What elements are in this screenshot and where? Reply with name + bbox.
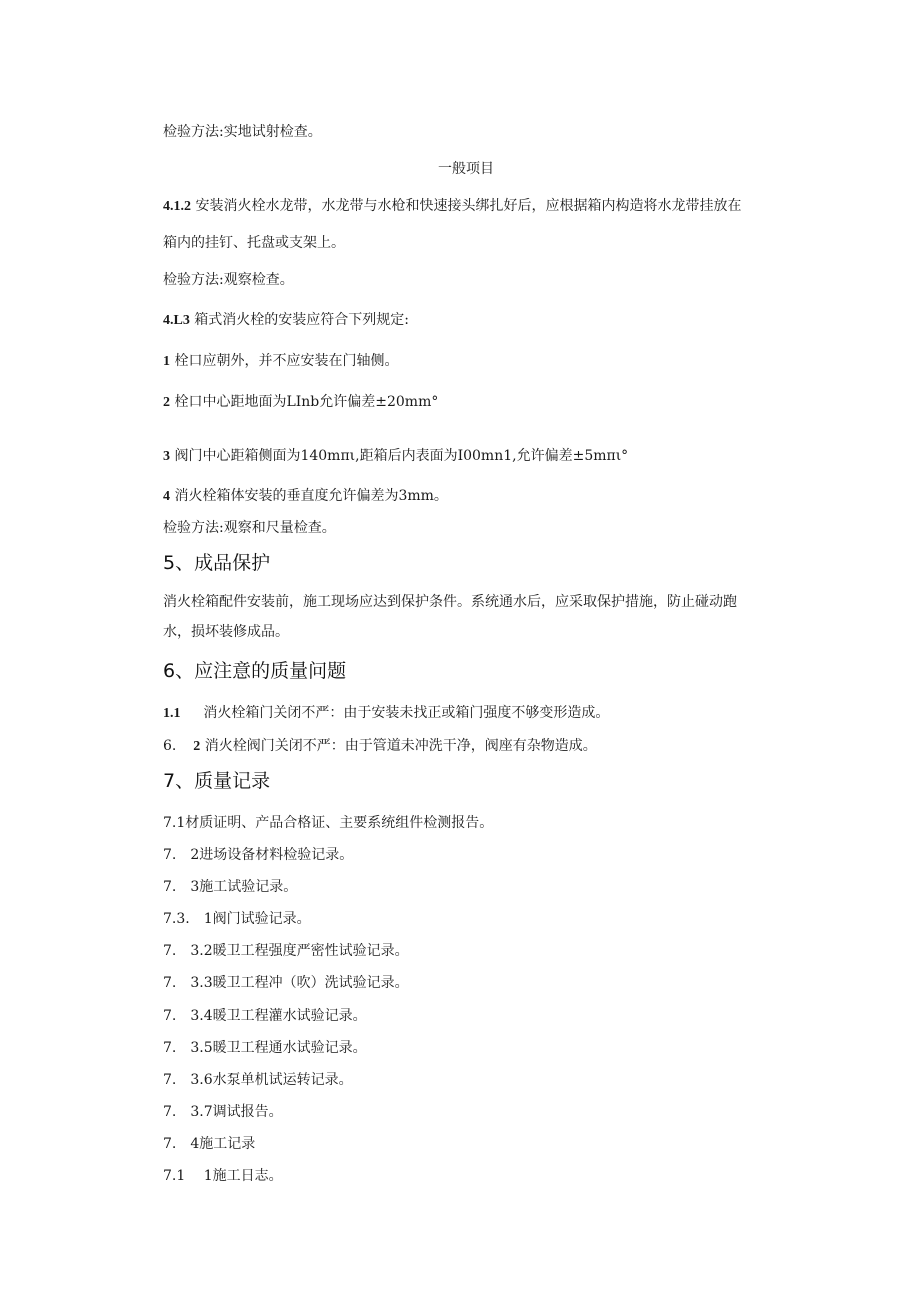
clause-number: 4.L3 <box>163 313 190 328</box>
item-number: 3 <box>163 449 170 464</box>
record-item: 7. 3.4暖卫工程灌水试验记录。 <box>163 1008 367 1024</box>
issue-number: 1.1 <box>163 706 181 721</box>
quality-issue-1 <box>163 703 609 724</box>
record-item: 7. 3.6水泵单机试运转记录。 <box>163 1072 353 1088</box>
heading-section-7: 7、质量记录 <box>163 770 271 792</box>
rule-item-2 <box>163 392 438 413</box>
issue-prefix: 6. <box>163 738 177 754</box>
record-item: 7. 4施工记录 <box>163 1136 256 1152</box>
record-item: 7. 3.3暖卫工程冲（吹）洗试验记录。 <box>163 975 409 991</box>
protection-paragraph: 消火栓箱配件安装前，施工现场应达到保护条件。系统通水后，应采取保护措施，防止碰动跑 <box>163 594 737 610</box>
rule-item-3 <box>163 446 628 467</box>
clause-text: 箱式消火栓的安装应符合下列规定: <box>194 312 410 328</box>
item-number: 2 <box>163 395 170 410</box>
item-text: 阀门中心距箱侧面为140mπι,距箱后内表面为I00mn1,允许偏差±5mπι° <box>174 448 629 464</box>
record-item: 7. 2进场设备材料检验记录。 <box>163 847 354 863</box>
item-number: 4 <box>163 489 170 504</box>
clause-text: 安装消火栓水龙带，水龙带与水枪和快速接头绑扎好后，应根据箱内构造将水龙带挂放在 <box>195 198 742 214</box>
clause-number: 4.1.2 <box>163 199 191 214</box>
protection-paragraph-continued: 水，损坏装修成品。 <box>163 624 289 640</box>
record-item: 7.1 1施工日志。 <box>163 1168 283 1184</box>
section-title-general-items: 一般项目 <box>438 161 494 177</box>
quality-issue-2 <box>163 736 597 757</box>
heading-section-5: 5、成品保护 <box>163 552 271 574</box>
record-item: 7. 3.5暖卫工程通水试验记录。 <box>163 1040 367 1056</box>
clause-4-1-2 <box>163 196 741 217</box>
item-text: 消火栓箱体安装的垂直度允许偏差为3mm。 <box>174 488 448 504</box>
record-item: 7. 3施工试验记录。 <box>163 879 298 895</box>
rule-item-1 <box>163 351 398 372</box>
item-number: 1 <box>163 354 170 369</box>
clause-4-1-2-continued: 箱内的挂钉、托盘或支架上。 <box>163 235 345 251</box>
heading-section-6: 6、应注意的质量问题 <box>163 660 347 682</box>
item-text: 栓口中心距地面为LInb允许偏差±20mm° <box>174 394 439 410</box>
issue-number: 2 <box>193 739 201 754</box>
item-text: 栓口应朝外，并不应安装在门轴侧。 <box>174 353 399 369</box>
inspection-method-3: 检验方法:观察和尺量检查。 <box>163 520 336 536</box>
rule-item-4 <box>163 486 448 507</box>
record-item: 7.3. 1阀门试验记录。 <box>163 911 311 927</box>
clause-4-1-3 <box>163 310 409 331</box>
record-item: 7. 3.7调试报告。 <box>163 1104 283 1120</box>
inspection-method-2: 检验方法:观察检查。 <box>163 272 294 288</box>
record-item: 7.1材质证明、产品合格证、主要系统组件检测报告。 <box>163 815 494 831</box>
issue-text: 消火栓箱门关闭不严：由于安装未找正或箱门强度不够变形造成。 <box>203 705 610 721</box>
issue-text: 消火栓阀门关闭不严：由于管道未冲洗干净，阀座有杂物造成。 <box>204 738 597 754</box>
record-item: 7. 3.2暖卫工程强度严密性试验记录。 <box>163 943 409 959</box>
inspection-method-1: 检验方法:实地试射检查。 <box>163 124 322 140</box>
